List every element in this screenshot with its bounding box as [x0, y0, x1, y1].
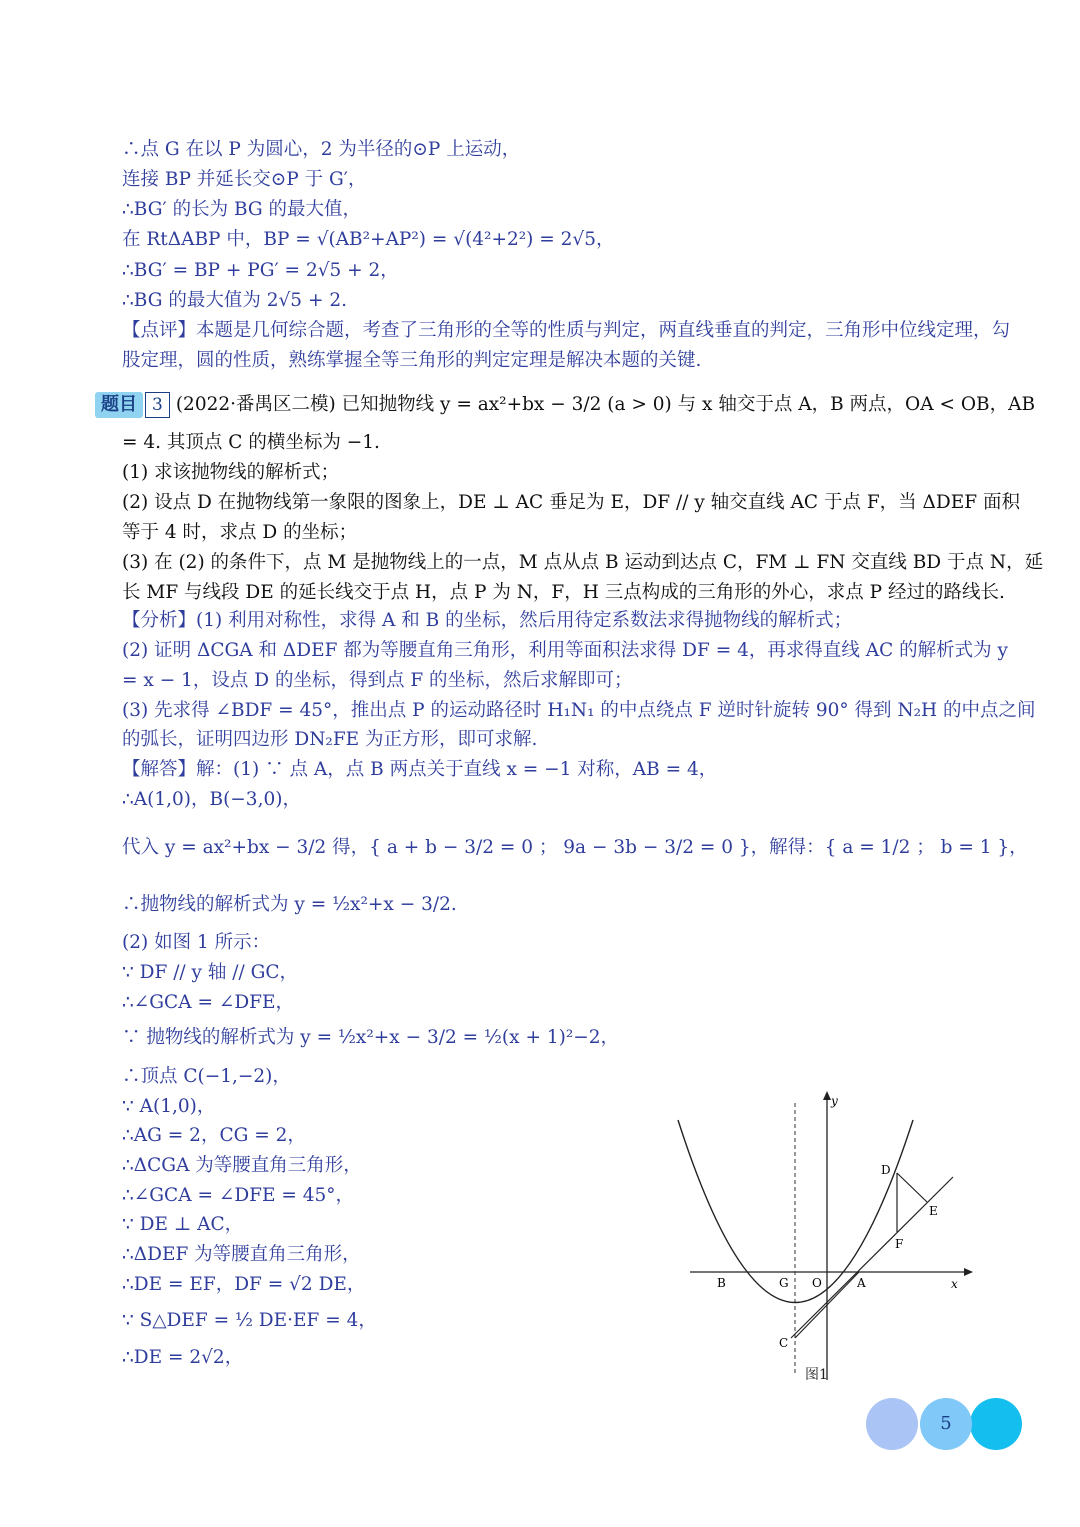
answer-line-3: 代入 y = ax²+bx − 3/2 得，{ a + b − 3/2 = 0 ； 9a − 3b − 3/2 = 0 }，解得：{ a = 1/2 ； b = 1 }，	[122, 837, 1028, 858]
label-b: B	[717, 1276, 726, 1290]
page-number: 5	[940, 1413, 952, 1434]
analysis-line-5: 的弧长，证明四边形 DN₂FE 为正方形，即可求解.	[122, 729, 538, 750]
problem-part-2: (2) 设点 D 在抛物线第一象限的图象上，DE ⊥ AC 垂足为 E，DF // y 轴交直线 AC 于点 F，当 ΔDEF 面积	[122, 492, 1020, 513]
problem-part-3-cont: 长 MF 与线段 DE 的延长线交于点 H，点 P 为 N，F，H 三点构成的三角形的外心，求点 P 经过的路线长.	[122, 582, 1005, 603]
problem-part-1: (1) 求该抛物线的解析式；	[122, 462, 340, 483]
segment-de	[897, 1173, 927, 1202]
figure-caption: 图1	[805, 1367, 828, 1383]
problem-tag: 题目	[95, 392, 143, 418]
solution-line-6: ∴BG 的最大值为 2√5 + 2.	[122, 290, 347, 311]
label-d: D	[881, 1163, 891, 1177]
label-o: O	[812, 1276, 822, 1290]
answer-line-7: ∴∠GCA = ∠DFE，	[122, 992, 295, 1013]
answer-line-5: (2) 如图 1 所示：	[122, 932, 271, 953]
line-ac	[791, 1177, 953, 1338]
answer-line-13: ∴∠GCA = ∠DFE = 45°，	[122, 1185, 355, 1206]
solution-line-5: ∴BG′ = BP + PG′ = 2√5 + 2，	[122, 260, 399, 281]
label-y: y	[831, 1094, 838, 1108]
label-a: A	[857, 1276, 866, 1290]
figure-1-diagram	[675, 1085, 985, 1385]
page-decor-left-circle	[866, 1398, 918, 1450]
answer-line-18: ∴DE = 2√2，	[122, 1347, 244, 1368]
label-e: E	[929, 1204, 938, 1218]
comment-line-1: 【点评】本题是几何综合题，考查了三角形的全等的性质与判定，两直线垂直的判定，三角形中位线定理，勾	[122, 320, 1011, 341]
label-c: C	[779, 1336, 789, 1350]
problem-part-2-cont: 等于 4 时，求点 D 的坐标；	[122, 522, 358, 543]
answer-line-10: ∵ A(1,0)，	[122, 1096, 216, 1117]
answer-line-17: ∵ S△DEF = ½ DE·EF = 4，	[122, 1310, 377, 1331]
answer-line-16: ∴DE = EF，DF = √2 DE，	[122, 1274, 366, 1295]
page-decor-right-circle	[970, 1398, 1022, 1450]
answer-line-15: ∴ΔDEF 为等腰直角三角形，	[122, 1244, 361, 1265]
y-axis-arrow	[823, 1091, 831, 1100]
analysis-line-4: (3) 先求得 ∠BDF = 45°，推出点 P 的运动路径时 H₁N₁ 的中点绕点 F 逆时针旋转 90° 得到 N₂H 的中点之间	[122, 700, 1036, 721]
answer-line-11: ∴AG = 2，CG = 2，	[122, 1125, 306, 1146]
analysis-line-3: = x − 1，设点 D 的坐标，得到点 F 的坐标，然后求解即可；	[122, 670, 633, 691]
answer-line-14: ∵ DE ⊥ AC，	[122, 1214, 244, 1235]
solution-line-2: 连接 BP 并延长交⊙P 于 G′，	[122, 169, 367, 190]
answer-line-8: ∵ 抛物线的解析式为 y = ½x²+x − 3/2 = ½(x + 1)²−2，	[122, 1027, 620, 1048]
problem-text-1: (2022·番禺区二模) 已知抛物线 y = ax²+bx − 3/2 (a > 0) 与 x 轴交于点 A，B 两点，OA < OB，AB	[175, 394, 1036, 415]
answer-line-12: ∴ΔCGA 为等腰直角三角形，	[122, 1155, 362, 1176]
label-f: F	[895, 1237, 904, 1251]
problem-part-3: (3) 在 (2) 的条件下，点 M 是抛物线上的一点，M 点从点 B 运动到达点 C，FM ⊥ FN 交直线 BD 于点 N，延	[122, 552, 1044, 573]
answer-line-1: 【解答】解：(1) ∵ 点 A，点 B 两点关于直线 x = −1 对称，AB = 4，	[122, 759, 718, 780]
problem-line-2: = 4. 其顶点 C 的横坐标为 −1.	[122, 432, 380, 453]
problem-line-1	[95, 390, 1035, 420]
x-axis-arrow	[964, 1268, 973, 1276]
answer-line-4: ∴抛物线的解析式为 y = ½x²+x − 3/2.	[122, 894, 457, 915]
solution-line-3: ∴BG′ 的长为 BG 的最大值，	[122, 199, 362, 220]
comment-line-2: 股定理，圆的性质，熟练掌握全等三角形的判定定理是解决本题的关键.	[122, 350, 702, 371]
problem-number: 3	[145, 392, 170, 418]
label-g: G	[779, 1276, 789, 1290]
answer-line-6: ∵ DF // y 轴 // GC，	[122, 962, 299, 983]
analysis-line-1: 【分析】(1) 利用对称性，求得 A 和 B 的坐标，然后用待定系数法求得抛物线的解析式；	[122, 610, 853, 631]
answer-line-2: ∴A(1,0)，B(−3,0)，	[122, 789, 301, 810]
answer-line-9: ∴顶点 C(−1,−2)，	[122, 1066, 291, 1087]
analysis-line-2: (2) 证明 ΔCGA 和 ΔDEF 都为等腰直角三角形，利用等面积法求得 DF = 4，再求得直线 AC 的解析式为 y	[122, 640, 1008, 661]
label-x: x	[951, 1277, 958, 1291]
solution-line-4: 在 RtΔABP 中，BP = √(AB²+AP²) = √(4²+2²) = 2√5，	[122, 229, 615, 250]
solution-line-1: ∴点 G 在以 P 为圆心，2 为半径的⊙P 上运动，	[122, 139, 521, 160]
